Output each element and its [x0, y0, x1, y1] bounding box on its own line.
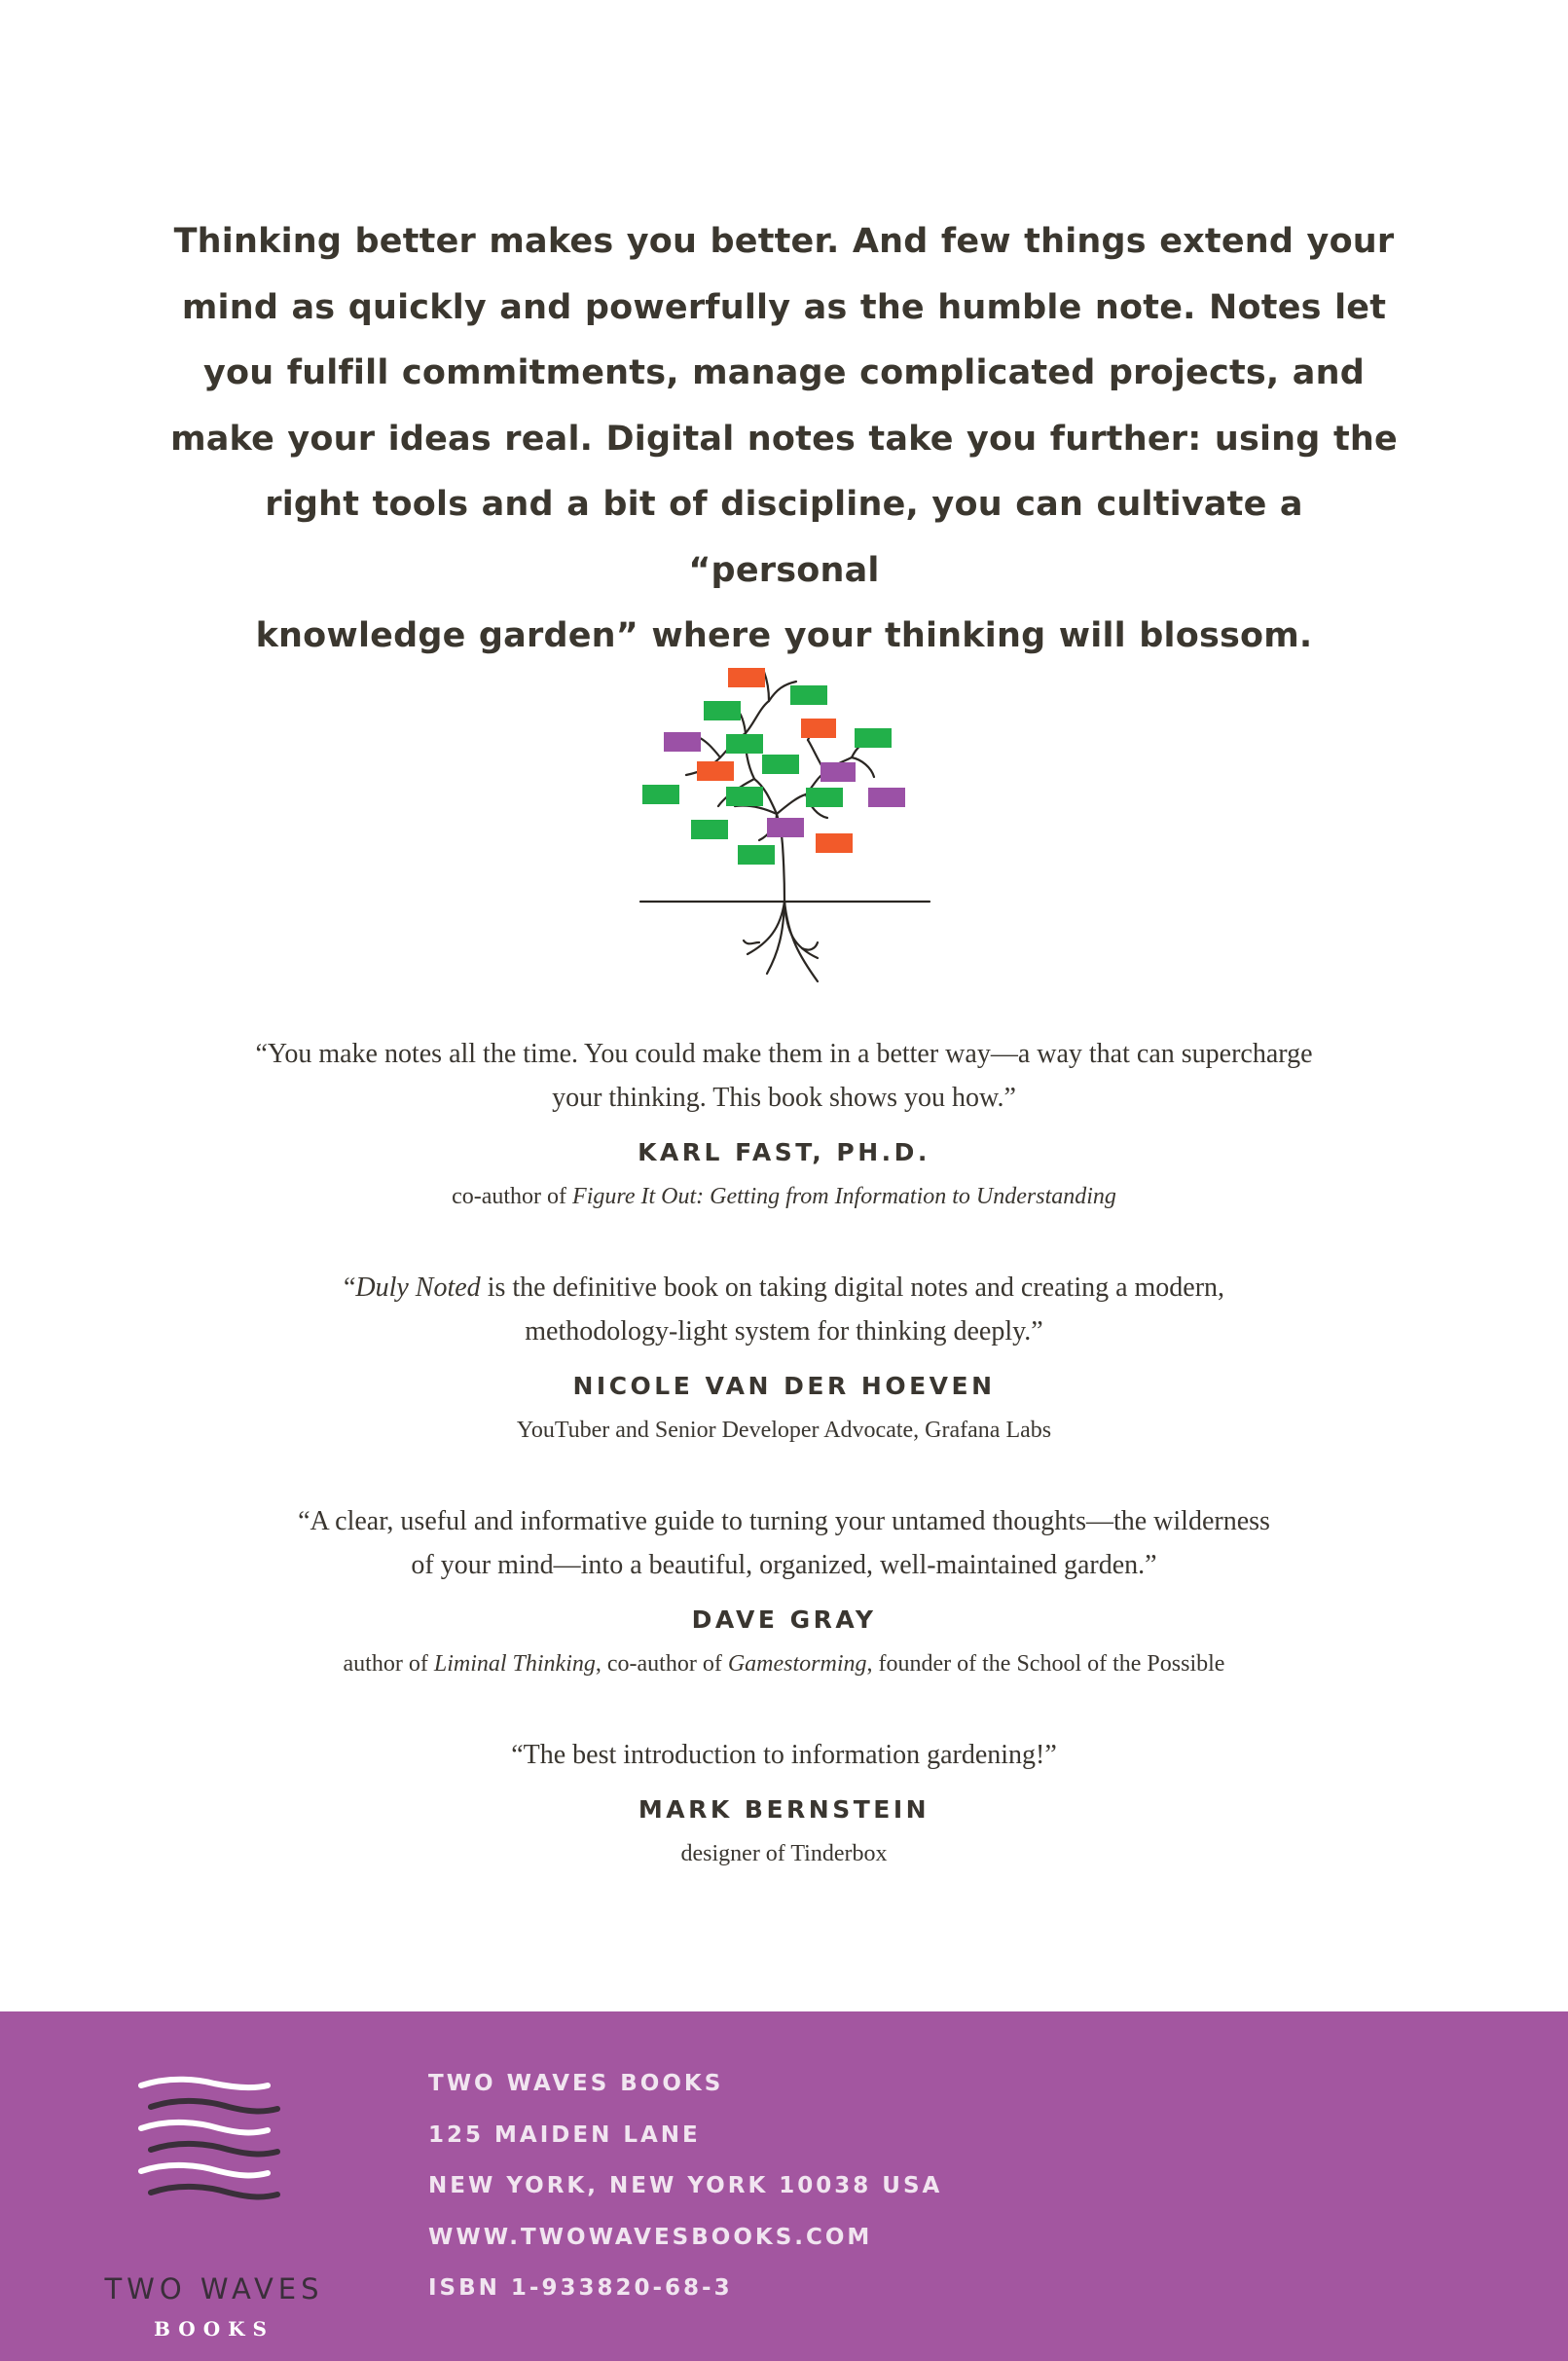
publisher-footer	[0, 2011, 1568, 2361]
publisher-name: TWO WAVES BOOKS	[428, 2071, 724, 2096]
creds-text: author of	[343, 1651, 434, 1677]
blurb-line: Thinking better makes you better. And few things extend your	[173, 222, 1395, 261]
street-address: 125 MAIDEN LANE	[428, 2121, 701, 2148]
creds-text: , co-author of	[595, 1651, 728, 1677]
logo-wordmark: TWO WAVES	[104, 2272, 324, 2306]
testimonial	[97, 1032, 1471, 1213]
testimonial-credentials	[97, 1647, 1471, 1680]
testimonial-author: MARK BERNSTEIN	[638, 1795, 930, 1824]
testimonial-author: NICOLE VAN DER HOEVEN	[572, 1372, 996, 1400]
back-cover-blurb	[165, 209, 1403, 670]
quote-line	[181, 1266, 1388, 1310]
testimonial-quote	[181, 1733, 1388, 1777]
quote-line: methodology-light system for thinking deeply.”	[525, 1316, 1043, 1347]
testimonial	[97, 1266, 1471, 1447]
testimonial-credentials	[97, 1180, 1471, 1213]
testimonial-credentials: designer of Tinderbox	[680, 1841, 888, 1866]
note-cards	[642, 668, 905, 865]
city-address: NEW YORK, NEW YORK 10038 USA	[428, 2173, 943, 2198]
publisher-address	[428, 2058, 942, 2314]
book-title: Duly Noted	[355, 1273, 481, 1303]
blurb-line: you fulfill commitments, manage complicated projects, and	[203, 353, 1365, 392]
testimonial-author: DAVE GRAY	[691, 1605, 877, 1634]
quote-line: “You make notes all the time. You could make them in a better way—a way that can supercharge	[255, 1039, 1313, 1069]
blurb-line: make your ideas real. Digital notes take you further: using the	[170, 419, 1398, 459]
quote-mark: “	[343, 1273, 356, 1303]
blurb-line: knowledge garden” where your thinking will blossom.	[255, 616, 1313, 655]
quote-line: “The best introduction to information gardening!”	[511, 1740, 1057, 1770]
testimonial-quote	[181, 1266, 1388, 1353]
quote-line: “A clear, useful and informative guide to turning your untamed thoughts—the wilderness	[298, 1506, 1270, 1536]
blurb-line: mind as quickly and powerfully as the humble note. Notes let	[181, 287, 1387, 327]
quote-line: of your mind—into a beautiful, organized, well-maintained garden.”	[411, 1550, 1157, 1580]
waves-icon	[97, 2070, 331, 2265]
isbn: ISBN 1-933820-68-3	[428, 2275, 733, 2301]
book-title: Figure It Out: Getting from Information to Understanding	[572, 1184, 1116, 1209]
testimonials	[97, 1032, 1471, 1923]
creds-text: , founder of the School of the Possible	[866, 1651, 1225, 1677]
testimonial-quote	[181, 1499, 1388, 1587]
publisher-logo	[97, 2070, 331, 2341]
quote-text: is the definitive book on taking digital notes and creating a modern,	[480, 1273, 1225, 1303]
testimonial-credentials: YouTuber and Senior Developer Advocate, Grafana Labs	[516, 1418, 1052, 1443]
book-title: Gamestorming	[727, 1651, 867, 1677]
logo-subtitle: BOOKS	[154, 2317, 274, 2341]
blurb-line: right tools and a bit of discipline, you can cultivate a “personal	[265, 485, 1303, 590]
creds-text: co-author of	[452, 1184, 573, 1209]
testimonial	[97, 1733, 1471, 1870]
testimonial-author: KARL FAST, PH.D.	[638, 1138, 930, 1166]
website-url: WWW.TWOWAVESBOOKS.COM	[428, 2224, 873, 2250]
note-tree-illustration	[623, 650, 944, 1001]
testimonial-quote	[181, 1032, 1388, 1120]
testimonial	[97, 1499, 1471, 1680]
book-title: Liminal Thinking	[433, 1651, 596, 1677]
quote-line: your thinking. This book shows you how.”	[552, 1083, 1016, 1113]
